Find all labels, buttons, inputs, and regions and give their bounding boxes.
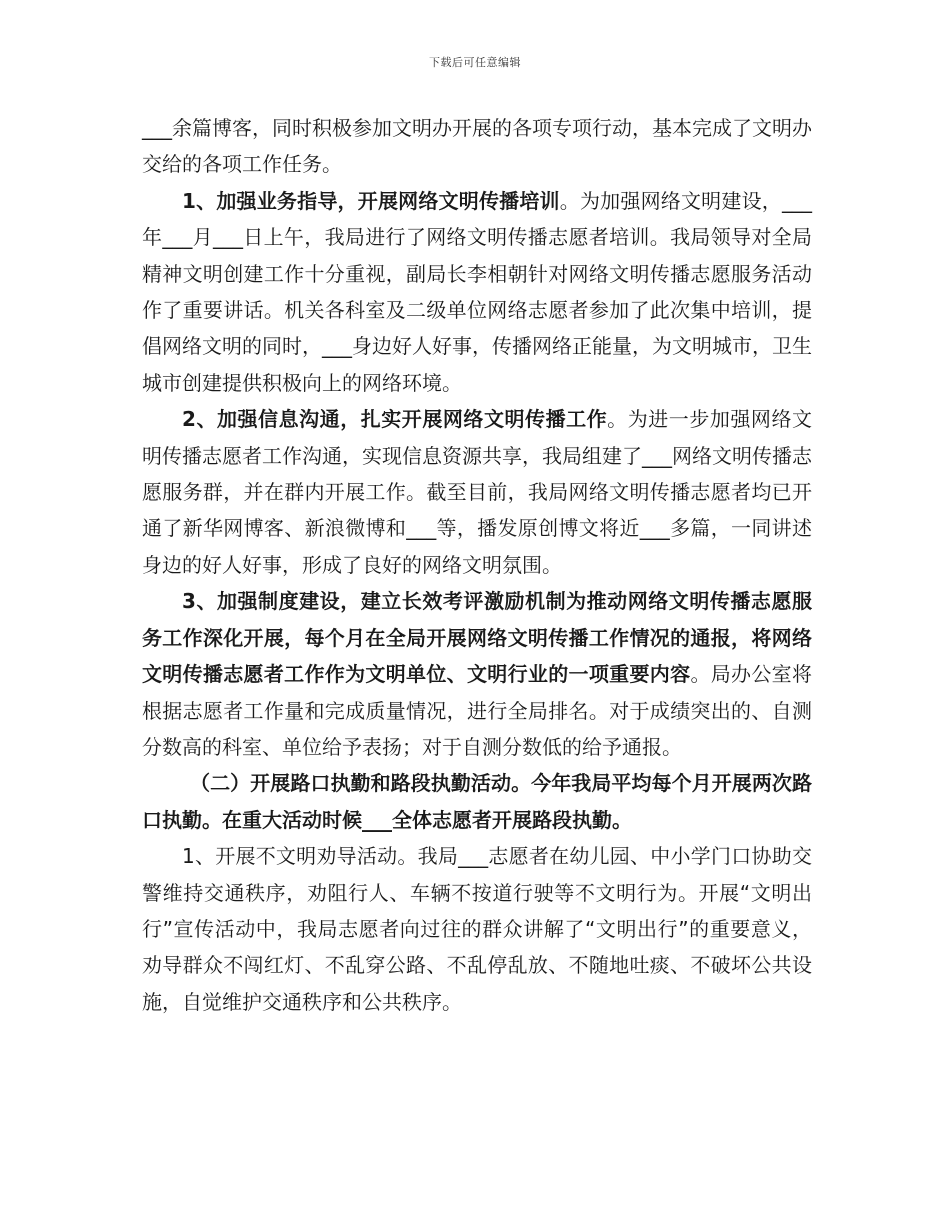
paragraph-section-two [142,765,812,838]
paragraph-text: 1、开展不文明劝导活动。我局___志愿者在幼儿园、中小学门口协助交警维持交通秩序，劝阻行人、车辆不按道行驶等不文明行为。开展“文明出行”宣传活动中，我局志愿者向过往的群众讲解了“文明出行”的重要意义，劝导群众不闯红灯、不乱穿公路、不乱停乱放、不随地吐痰、不破坏公共设施，自觉维护交通秩序和公共秩序。 [142,844,812,1014]
paragraph-heading: 3、加强制度建设，建立长效考评激励机制为推动网络文明传播志愿服务工作深化开展，每个月在全局开展网络文明传播工作情况的通报，将网络文明传播志愿者工作作为文明单位、文明行业的一项重要内容 [142,589,812,687]
section-heading: （二）开展路口执勤和路段执勤活动。今年我局平均每个月开展两次路口执勤。在重大活动时候___全体志愿者开展路段执勤。 [142,771,812,832]
paragraph-training [142,183,812,401]
paragraph-text: 。为加强网络文明建设，___年___月___日上午，我局进行了网络文明传播志愿者培训。我局领导对全局精神文明创建工作十分重视，副局长李相朝针对网络文明传播志愿服务活动作了重要讲话。机关各科室及二级单位网络志愿者参加了此次集中培训，提倡网络文明的同时，___身边好人好事，传播网络正能量，为文明城市，卫生城市创建提供积极向上的网络环境。 [142,188,812,395]
document-body [142,110,812,1020]
paragraph-heading: 1、加强业务指导，开展网络文明传播培训 [182,188,560,213]
paragraph-text: 。局办公室将根据志愿者工作量和完成质量情况，进行全局排名。对于成绩突出的、自测分数高的科室、单位给予表扬；对于自测分数低的给予通报。 [142,662,812,759]
paragraph-heading: 2、加强信息沟通，扎实开展网络文明传播工作 [182,407,608,432]
paragraph-communication [142,401,812,583]
paragraph-persuasion [142,838,812,1020]
paragraph-text: 。为进一步加强网络文明传播志愿者工作沟通，实现信息资源共享，我局组建了___网络文明传播志愿服务群，并在群内开展工作。截至目前，我局网络文明传播志愿者均已开通了新华网博客、新浪微博和___等，播发原创博文将近___多篇，一同讲述身边的好人好事，形成了良好的网络文明氛围。 [142,407,812,577]
page-header: 下载后可任意编辑 [429,56,521,69]
paragraph-text: ___余篇博客，同时积极参加文明办开展的各项专项行动，基本完成了文明办交给的各项工作任务。 [142,116,812,177]
paragraph-system-building [142,583,812,765]
paragraph-blog-summary [142,110,812,183]
